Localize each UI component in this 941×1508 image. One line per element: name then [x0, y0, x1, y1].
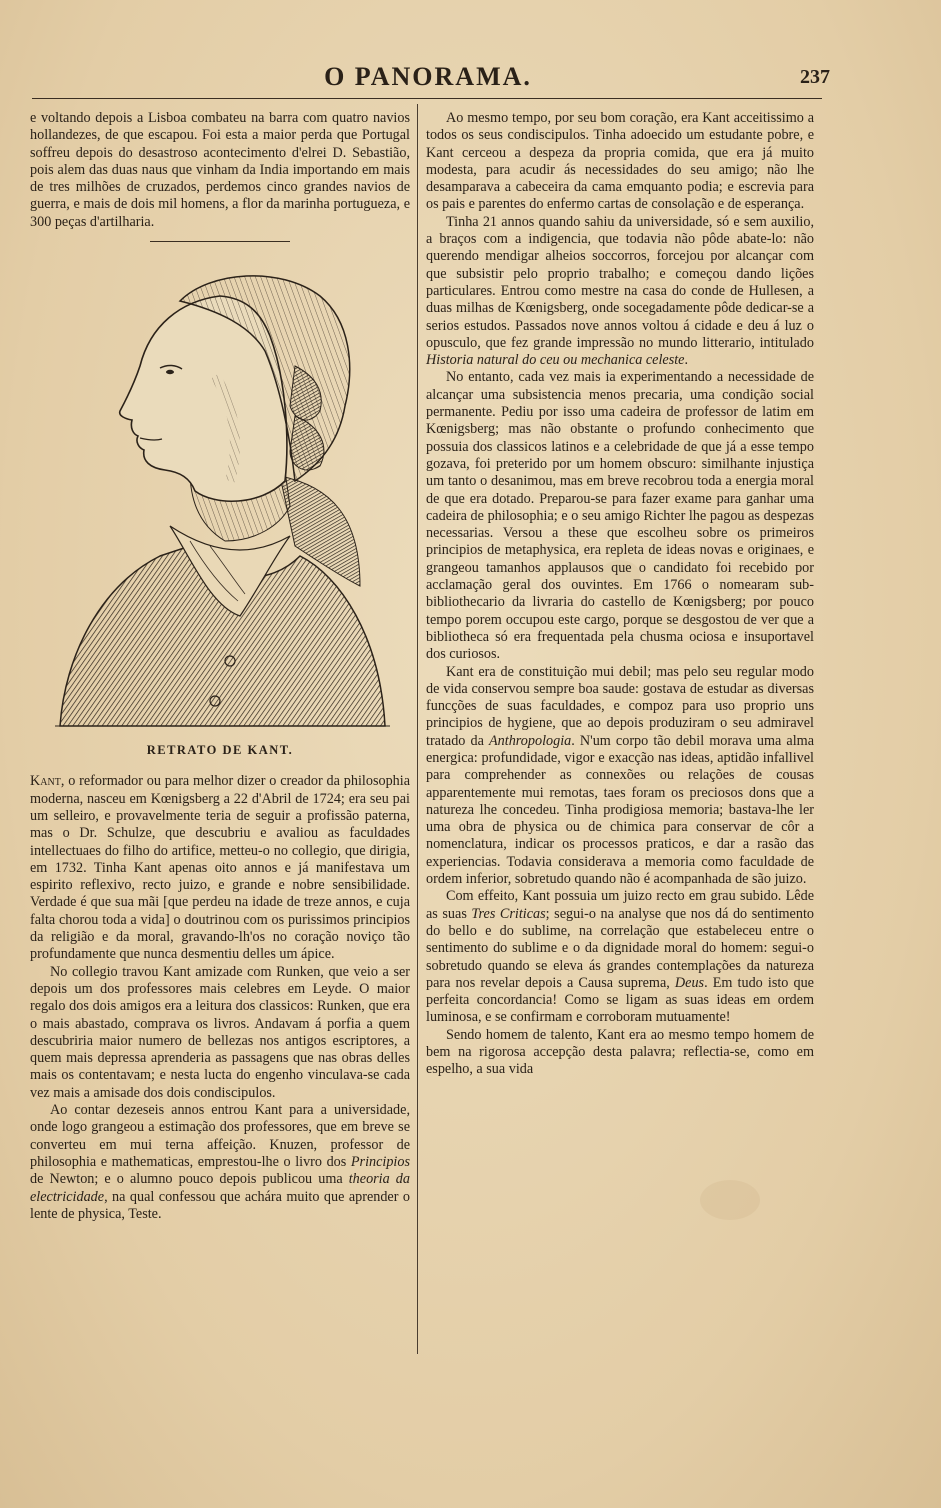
paragraph [426, 664, 814, 889]
page-header [28, 62, 828, 96]
kant-portrait [30, 256, 410, 736]
paragraph-text: , o reformador ou para melhor dizer o creador da philosophia moderna, nasceu em Kœnigsberg a 22 d'Abril de 1724; era seu pai um selleiro, e provavelmente teria de seguir a profissão paterna, mas o Dr. Schulze, que descubriu e avaliou as faculdades intellectuaes do filho do artifice, metteu-o no collegio, que dirigia, em 1732. Tinha Kant apenas oito annos e já manifestava um espirito reflexivo, recto juizo, e grande e nobre sensibilidade. Verdade é que sua mãi [que perdeu na idade de treze annos, e cuja falta chorou toda a vida] o doutrinou com os purissimos principios da religião e da moral, gravando-lh'os no coração noviço tão profundamente que nunca desmentiu delles um ápice. [30, 773, 410, 963]
portrait-engraving-icon [40, 256, 400, 736]
paragraph-text: ; segui-o na analyse que nos dá do sentimento do bello e do sublime, na correlação que estabeleceu entre o sentimento do sublime e o da dignidade moral do homem: segui-o sobretudo quando se eleva ás grandes contemplações da natureza para nos revelar depois a Causa suprema, [426, 905, 814, 991]
paragraph [426, 214, 814, 370]
paragraph-text: Ao contar dezeseis annos entrou Kant para a universidade, onde logo grangeou a estimação dos professores, que em breve se converteu em mui terna affeição. Knuzen, professor de philosophia e mathematicas, emprestou-lhe o livro dos [30, 1102, 410, 1170]
paragraph-text: . N'um corpo tão debil morava uma alma energica: profundidade, vigor e exacção nas ideas, aptidão infallivel para comprehender as connexões ou relações de cousas apparentemente mui remotas, taes foram os preciosos dons que a natureza lhe concedeu. Tinha prodigiosa memoria; bastava-lhe ler uma obra de physica ou de chimica para conservar de côr a nomenclatura, indicar os processos praticos, e dar a rasão das experiencias. Todavia considerava a memoria como faculdade de ordem inferior, sobretudo quando não é acompanhada de são juizo. [426, 732, 815, 888]
paragraph-text: . Em tudo isto que perfeita concordancia! Como se ligam as suas ideas em ordem luminosa, e se confirmam e corroboram mutuamente! [426, 974, 814, 1026]
page-number: 237 [800, 66, 830, 88]
paragraph-text: Com effeito, Kant possuia um juizo recto em grau subido. Lêde as suas [426, 888, 814, 922]
paragraph [426, 888, 814, 1026]
paragraph [30, 1102, 410, 1223]
paper-stain [700, 1180, 760, 1220]
paragraph: Sendo homem de talento, Kant era ao mesmo tempo homem de bem na rigorosa accepção desta palavra; reflectia-se, como em espelho, a sua vida [426, 1026, 814, 1078]
running-title: O PANORAMA. [324, 62, 532, 91]
paragraph-text: Kant era de constituição mui debil; mas pelo seu regular modo de vida conservou sempre boa saude: gostava de estudar as diversas funcções de suas faculdades, e compoz para uso proprio uns principios de hygiene, que ao depois produziram o seu admiravel tratado da [426, 663, 814, 749]
paragraph-text: Tinha 21 annos quando sahiu da universidade, só e sem auxilio, a braços com a indigencia, que todavia não pôde abate-lo: não querendo mendigar alheios soccorros, forcejou por alcançar com que subsistir pelo proprio trabalho; e começou dando lições particulares. Entrou como mestre na casa do conde de Hullesen, a duas milhas de Kœnigsberg, onde socegadamente pôde dedicar-se a serios estudos. Passados nove annos voltou á cidade e deu á luz o opusculo, que fez grande impressão no mundo litterario, intitulado [426, 213, 814, 351]
paragraph-text: de Newton; e o alumno pouco depois publicou uma [30, 1171, 349, 1188]
emphasis: Deus [674, 974, 705, 991]
section-rule [150, 241, 290, 242]
header-rule [32, 98, 822, 99]
paragraph: e voltando depois a Lisboa combateu na barra com quatro navios hollandezes, de que escapou. Foi esta a maior perda que Portugal soffreu depois do desastroso acontecimento d'elrei D. Sebastião, pois alem das duas naus que vinham da India importando em mais de tres milhões de cruzados, perdemos cinco grandes navios de guerra, e mais de dois mil homens, a flor da marinha portugueza, e 300 peças d'artilharia. [30, 110, 410, 230]
lead-word: Kant [30, 773, 61, 790]
paragraph: Ao mesmo tempo, por seu bom coração, era Kant acceitissimo a todos os seus condiscipulos. Tinha adoecido um estudante pobre, e Kant cerceou a despeza da propria comida, que era já muito modesta, para acudir ás necessidades do seu amigo; não lhe desamparava a cabeceira da cama emquanto podia; e escrevia para os pais e parentes do enfermo cartas de consolação e de esperança. [426, 110, 814, 213]
paragraph: No collegio travou Kant amizade com Runken, que veio a ser depois um dos professores mais celebres em Leyde. O maior regalo dos dois amigos era a leitura dos classicos: Runken, que era o mais abastado, comprava os livros. Andavam á porfia a quem descubriria maior numero de bellezas nos antigos escriptores, a quem mais depressa aprenderia as passagens que nas obras delles mais os contentavam; e nesta lucta do engenho vinculava-se cada vez mais a amisade dos dois condiscipulos. [30, 963, 410, 1101]
book-title: Tres Criticas [471, 905, 546, 922]
paragraph-text: . [684, 352, 689, 369]
book-title: theoria da electricidade [30, 1171, 410, 1205]
portrait-caption: RETRATO DE KANT. [146, 743, 294, 758]
paragraph-text: , na qual confessou que achára muito que aprender o lente de physica, Teste. [30, 1188, 410, 1222]
book-title: Historia natural do ceu ou mechanica celeste [426, 352, 685, 369]
right-column [426, 110, 814, 1079]
paragraph [30, 773, 410, 963]
paragraph: No entanto, cada vez mais ia experimentando a necessidade de alcançar uma subsistencia menos precaria, uma condição social permanente. Pediu por isso uma cadeira de professor de latim em Kœnigsberg; mas não obstante o profundo conhecimento que possuia dos classicos latinos e a celebridade de que já a esse tempo gozava, foi preterido por um homem obscuro: similhante injustiça um tanto o desanimou, mas em breve recobrou toda a energia moral de que era dotado. Preparou-se para fazer exame para ganhar uma cadeira de philosophia; e o seu amigo Richter lhe pagou as despezas necessarias. Versou a these que escolheu sobre os primeiros principios de metaphysica, era repleta de ideas novas e originaes, e grangeou tamanhos applausos que o candidato foi recebido por acclamação geral dos ouvintes. Em 1766 o nomearam sub-bibliothecario da livraria do castello de Kœnigsberg; por pouco tempo porem occupou este cargo, porque se desgostou de ver que a bibliotheca só era frequentada pela chusma ociosa e insuportavel dos curiosos. [426, 369, 814, 663]
column-divider [417, 104, 418, 1354]
book-title: Principios [350, 1153, 410, 1170]
book-title: Anthropologia [489, 732, 572, 749]
left-column [30, 110, 410, 1223]
